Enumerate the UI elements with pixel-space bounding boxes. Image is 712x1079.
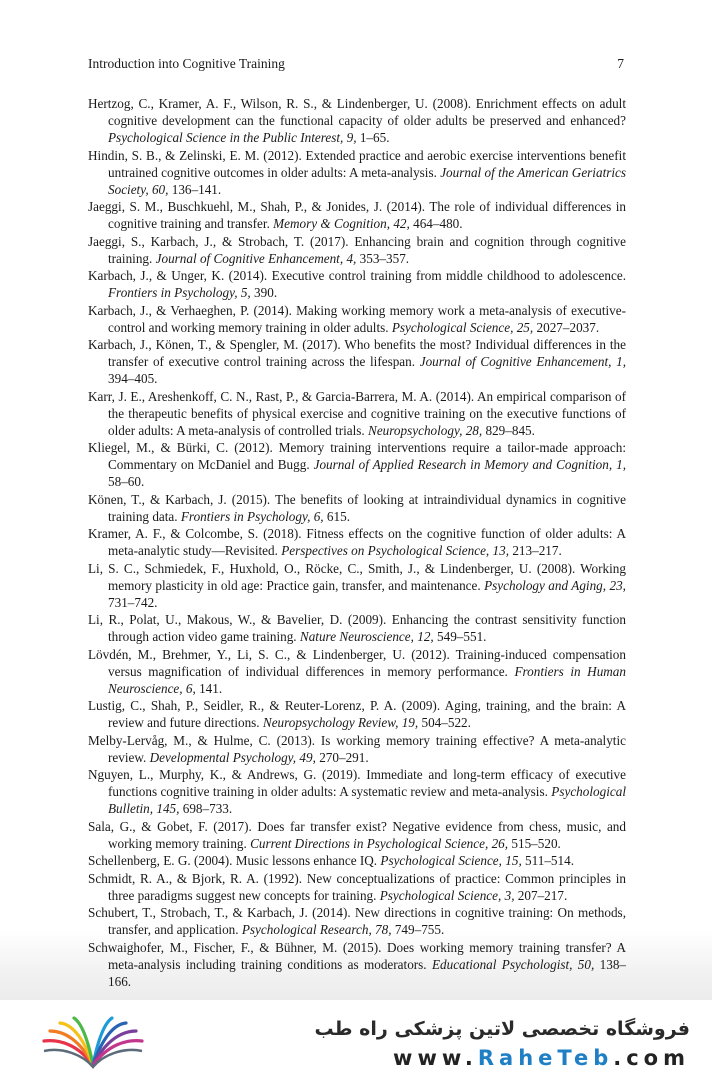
reference-text: 270–291. bbox=[315, 749, 369, 765]
reference-entry bbox=[88, 233, 626, 267]
reference-text: 58–60. bbox=[108, 474, 145, 489]
reference-text: 207–217. bbox=[514, 887, 568, 903]
reference-source: Educational Psychologist, 50, bbox=[431, 956, 595, 972]
reference-text: 394–405. bbox=[108, 371, 158, 386]
reference-entry bbox=[88, 267, 626, 301]
reference-entry bbox=[88, 491, 626, 525]
reference-entry bbox=[88, 147, 626, 198]
reference-source: Psychological Science in the Public Interest, 9, bbox=[108, 130, 357, 145]
reference-text: 549–551. bbox=[433, 629, 487, 644]
shop-url-brand: RaheTeb bbox=[477, 1046, 614, 1070]
reference-text: Lövdén, M., Brehmer, Y., Li, S. C., & Lindenberger, U. (2012). Training-induced compensation versus magnification of individual differences in memory performance. bbox=[88, 646, 626, 679]
reference-text: 353–357. bbox=[356, 250, 410, 266]
reference-text: Jaeggi, S., Karbach, J., & Strobach, T. (2017). Enhancing brain and cognition through cognitive training. bbox=[88, 233, 626, 266]
shop-url[interactable] bbox=[393, 1046, 690, 1070]
reference-text: 141. bbox=[195, 680, 223, 696]
reference-entry bbox=[88, 198, 626, 232]
reference-text: 615. bbox=[323, 508, 350, 524]
reference-text: 515–520. bbox=[508, 835, 561, 851]
reference-source: Psychological Bulletin, 145, bbox=[108, 784, 626, 816]
reference-text: Schwaighofer, M., Fischer, F., & Bühner, M. (2015). Does working memory training transfer? A meta-analysis including training conditions as moderators. bbox=[88, 939, 626, 972]
reference-entry bbox=[88, 439, 626, 490]
reference-source: Current Directions in Psychological Science, 26, bbox=[250, 835, 509, 851]
reference-source: Journal of Cognitive Enhancement, 1, bbox=[419, 354, 626, 369]
reference-text: Karr, J. E., Areshenkoff, C. N., Rast, P., & Garcia-Barrera, M. A. (2014). An empirical comparison of the therapeutic benefits of physical exercise and cognitive training on the executive functions of older adults: A meta-analysis of controlled trials. bbox=[88, 388, 626, 438]
reference-source: Frontiers in Psychology, 5, bbox=[108, 285, 251, 300]
reference-source: Memory & Cognition, 42, bbox=[273, 216, 410, 231]
reference-entry bbox=[88, 646, 626, 697]
reference-entry bbox=[88, 336, 626, 387]
reference-entry bbox=[88, 525, 626, 559]
reference-source: Psychological Science, 25, bbox=[391, 319, 534, 335]
reference-text: 731–742. bbox=[108, 594, 158, 610]
running-head bbox=[88, 56, 624, 72]
reference-entry bbox=[88, 302, 626, 336]
reference-entry bbox=[88, 870, 626, 904]
reference-text: 464–480. bbox=[409, 216, 463, 231]
reference-text: Sala, G., & Gobet, F. (2017). Does far transfer exist? Negative evidence from chess, music, and working memory training. bbox=[88, 818, 626, 851]
reference-source: Psychological Research, 78, bbox=[241, 922, 392, 937]
reference-text: 213–217. bbox=[509, 543, 562, 558]
reference-text: 504–522. bbox=[418, 715, 471, 730]
reference-entry bbox=[88, 904, 626, 938]
shop-name: فروشگاه تخصصی لاتین پزشکی راه طب bbox=[314, 1018, 690, 1040]
reference-entry bbox=[88, 732, 626, 766]
shop-url-suffix: .com bbox=[613, 1046, 690, 1070]
running-head-title: Introduction into Cognitive Training bbox=[88, 56, 285, 71]
reference-text: Hindin, S. B., & Zelinski, E. M. (2012). Extended practice and aerobic exercise interventions benefit untrained cognitive outcomes in older adults: A meta-analysis. bbox=[88, 147, 626, 180]
reference-text: Schellenberg, E. G. (2004). Music lessons enhance IQ. bbox=[88, 853, 381, 868]
shop-url-prefix: www. bbox=[393, 1046, 478, 1070]
reference-text: Karbach, J., & Unger, K. (2014). Executive control training from middle childhood to adolescence. bbox=[88, 268, 626, 283]
reference-text: 511–514. bbox=[521, 853, 575, 868]
reference-entry bbox=[88, 852, 626, 869]
reference-text: Könen, T., & Karbach, J. (2015). The benefits of looking at intraindividual dynamics in cognitive training data. bbox=[88, 491, 626, 524]
reference-text: 390. bbox=[250, 285, 278, 300]
reference-entry bbox=[88, 611, 626, 645]
reference-source: Psychology and Aging, 23, bbox=[484, 577, 626, 593]
reference-source: Frontiers in Human Neuroscience, 6, bbox=[108, 663, 626, 696]
reference-entry bbox=[88, 766, 626, 817]
reference-source: Psychological Science, 15, bbox=[380, 853, 522, 868]
reference-entry bbox=[88, 818, 626, 852]
reference-text: 749–755. bbox=[391, 922, 445, 937]
reference-source: Nature Neuroscience, 12, bbox=[299, 629, 434, 644]
page-number: 7 bbox=[617, 56, 624, 71]
reference-text: Schubert, T., Strobach, T., & Karbach, J. (2014). New directions in cognitive training: On methods, transfer, and application. bbox=[88, 905, 626, 937]
reference-text: 136–141. bbox=[168, 181, 222, 197]
reference-text: Jaeggi, S. M., Buschkuehl, M., Shah, P., & Jonides, J. (2014). The role of individual differences in cognitive training and transfer. bbox=[88, 199, 626, 231]
reference-text: Li, R., Polat, U., Makous, W., & Bavelier, D. (2009). Enhancing the contrast sensitivity function through action video game training. bbox=[88, 612, 626, 644]
reference-source: Psychological Science, 3, bbox=[379, 887, 515, 903]
reference-text: 138–166. bbox=[108, 956, 626, 989]
reference-text: Melby-Lervåg, M., & Hulme, C. (2013). Is working memory training effective? A meta-analytic review. bbox=[88, 732, 626, 765]
reference-text: 2027–2037. bbox=[533, 319, 600, 335]
reference-source: Developmental Psychology, 49, bbox=[149, 749, 316, 765]
reference-text: 1–65. bbox=[356, 130, 390, 145]
reference-source: Neuropsychology Review, 19, bbox=[262, 715, 419, 730]
reference-text: Kramer, A. F., & Colcombe, S. (2018). Fitness effects on the cognitive function of older adults: A meta-analytic study—Revisited. bbox=[88, 526, 626, 558]
reference-text: 829–845. bbox=[482, 422, 535, 438]
reference-text: Karbach, J., & Verhaeghen, P. (2014). Making working memory work a meta-analysis of executive-control and working memory training in older adults. bbox=[88, 302, 626, 335]
reference-text: 698–733. bbox=[179, 801, 233, 816]
reference-entry bbox=[88, 697, 626, 731]
reference-source: Journal of the American Geriatrics Society, 60, bbox=[108, 164, 627, 197]
reference-text: Nguyen, L., Murphy, K., & Andrews, G. (2019). Immediate and long-term efficacy of executive functions cognitive training in older adults: A systematic review and meta-analysis. bbox=[88, 767, 626, 799]
reference-entry bbox=[88, 388, 626, 439]
reference-entry bbox=[88, 939, 626, 990]
reference-source: Journal of Cognitive Enhancement, 4, bbox=[155, 250, 357, 266]
reference-text: Li, S. C., Schmiedek, F., Huxhold, O., Röcke, C., Smith, J., & Lindenberger, U. (2008). Working memory plasticity in old age: Practice gain, transfer, and maintenance. bbox=[88, 560, 626, 593]
reference-entry bbox=[88, 560, 626, 611]
open-book-logo-icon bbox=[38, 1015, 148, 1070]
reference-text: Kliegel, M., & Bürki, C. (2012). Memory training interventions require a tailor-made approach: Commentary on McDaniel and Bugg. bbox=[88, 440, 626, 472]
reference-entry bbox=[88, 95, 626, 146]
reference-text: Hertzog, C., Kramer, A. F., Wilson, R. S., & Lindenberger, U. (2008). Enrichment effects on adult cognitive development can the functional capacity of older adults be preserved and enhanced? bbox=[88, 96, 626, 128]
reference-source: Neuropsychology, 28, bbox=[368, 422, 483, 438]
reference-list bbox=[88, 95, 626, 990]
reference-source: Perspectives on Psychological Science, 13, bbox=[281, 543, 510, 558]
reference-text: Schmidt, R. A., & Bjork, R. A. (1992). New conceptualizations of practice: Common principles in three paradigms suggest new concepts for training. bbox=[88, 870, 626, 903]
reference-text: Lustig, C., Shah, P., Seidler, R., & Reuter-Lorenz, P. A. (2009). Aging, training, and the brain: A review and future directions. bbox=[88, 698, 626, 730]
reference-source: Journal of Applied Research in Memory and Cognition, 1, bbox=[313, 457, 627, 472]
reference-text: Karbach, J., Könen, T., & Spengler, M. (2017). Who benefits the most? Individual differences in the transfer of executive control training across the lifespan. bbox=[88, 337, 626, 369]
reference-source: Frontiers in Psychology, 6, bbox=[180, 508, 324, 524]
